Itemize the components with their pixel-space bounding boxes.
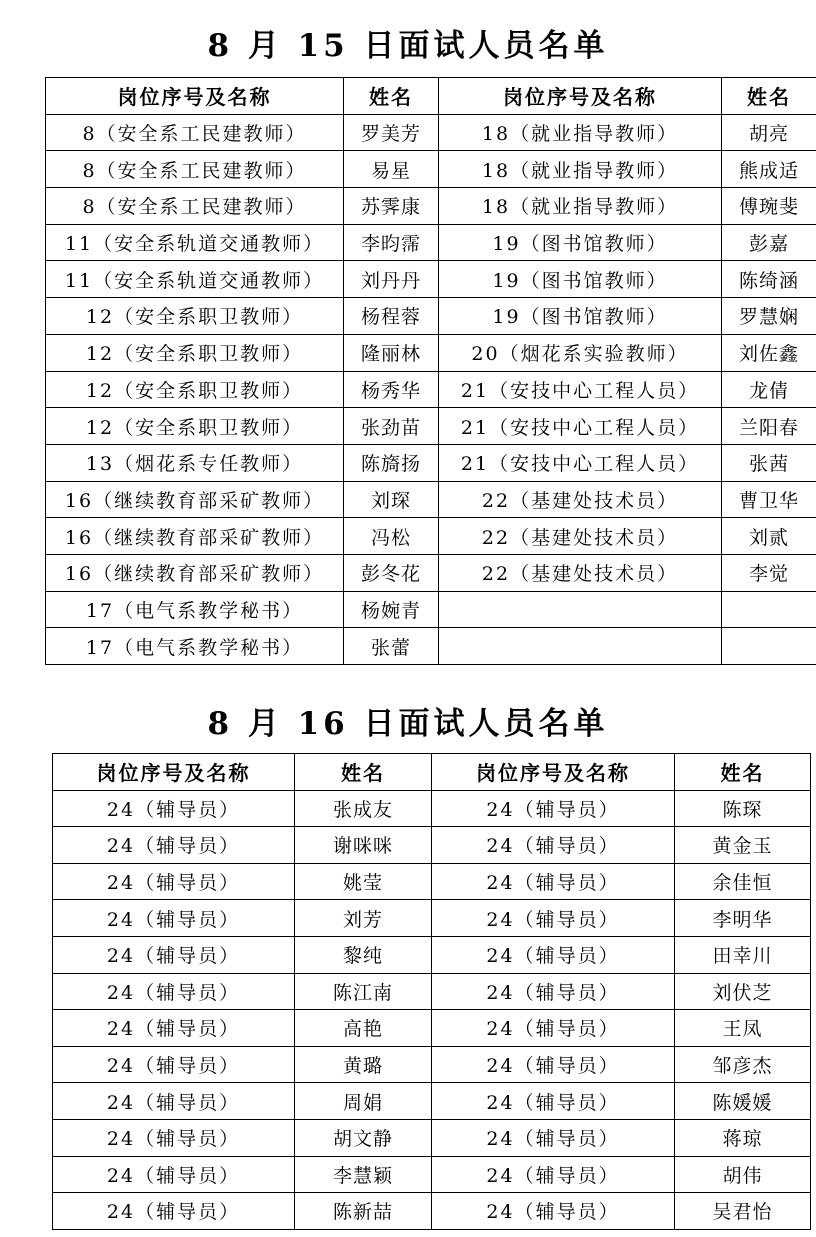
candidate-name-cell: 张劲苗	[344, 408, 439, 445]
table-row	[53, 1083, 811, 1120]
position-cell: 18（就业指导教师）	[439, 114, 722, 151]
candidate-name-cell: 陈绮涵	[722, 261, 816, 298]
position-cell: 12（安全系职卫教师）	[46, 371, 344, 408]
table-row	[46, 371, 816, 408]
candidate-name-cell: 李昀霈	[344, 224, 439, 261]
table-row	[46, 518, 816, 555]
position-cell: 24（辅导员）	[432, 900, 675, 937]
table-row	[53, 1193, 811, 1230]
position-cell: 19（图书馆教师）	[439, 298, 722, 335]
header-position: 岗位序号及名称	[53, 754, 295, 791]
position-cell: 11（安全系轨道交通教师）	[46, 261, 344, 298]
position-cell	[439, 628, 722, 665]
position-cell: 24（辅导员）	[432, 863, 675, 900]
candidate-name-cell: 彭冬花	[344, 554, 439, 591]
position-cell: 8（安全系工民建教师）	[46, 188, 344, 225]
position-cell: 24（辅导员）	[53, 827, 295, 864]
candidate-name-cell: 冯松	[344, 518, 439, 555]
header-position: 岗位序号及名称	[439, 78, 722, 115]
position-cell: 21（安技中心工程人员）	[439, 371, 722, 408]
candidate-name-cell: 刘琛	[344, 481, 439, 518]
position-cell: 8（安全系工民建教师）	[46, 151, 344, 188]
candidate-name-cell: 黄金玉	[675, 827, 811, 864]
candidate-name-cell: 刘佐鑫	[722, 334, 816, 371]
table-row	[46, 334, 816, 371]
candidate-name-cell: 胡亮	[722, 114, 816, 151]
position-cell: 24（辅导员）	[53, 1193, 295, 1230]
candidate-name-cell: 张成友	[295, 790, 432, 827]
table-row	[46, 151, 816, 188]
table-row	[46, 591, 816, 628]
header-position: 岗位序号及名称	[46, 78, 344, 115]
table-row	[46, 114, 816, 151]
candidate-name-cell: 熊成适	[722, 151, 816, 188]
candidate-name-cell: 张茜	[722, 444, 816, 481]
table-body	[53, 790, 811, 1229]
table-row	[46, 224, 816, 261]
table-row	[53, 900, 811, 937]
position-cell: 24（辅导员）	[432, 1010, 675, 1047]
candidate-name-cell: 邹彦杰	[675, 1046, 811, 1083]
position-cell: 20（烟花系实验教师）	[439, 334, 722, 371]
interview-table-aug-16	[52, 753, 811, 1230]
position-cell: 24（辅导员）	[432, 1193, 675, 1230]
position-cell: 21（安技中心工程人员）	[439, 444, 722, 481]
candidate-name-cell: 李明华	[675, 900, 811, 937]
header-name: 姓名	[722, 78, 816, 115]
candidate-name-cell	[722, 628, 816, 665]
position-cell: 19（图书馆教师）	[439, 261, 722, 298]
candidate-name-cell: 傅琬斐	[722, 188, 816, 225]
candidate-name-cell: 周娟	[295, 1083, 432, 1120]
candidate-name-cell: 刘丹丹	[344, 261, 439, 298]
position-cell: 24（辅导员）	[432, 827, 675, 864]
candidate-name-cell: 刘贰	[722, 518, 816, 555]
position-cell: 24（辅导员）	[53, 1156, 295, 1193]
table-row	[46, 261, 816, 298]
table-row	[53, 1119, 811, 1156]
position-cell: 13（烟花系专任教师）	[46, 444, 344, 481]
page-title-aug-15: 8 月 15 日面试人员名单	[207, 28, 609, 64]
table-row	[53, 863, 811, 900]
position-cell: 21（安技中心工程人员）	[439, 408, 722, 445]
position-cell: 24（辅导员）	[53, 1010, 295, 1047]
candidate-name-cell: 苏霁康	[344, 188, 439, 225]
candidate-name-cell: 余佳恒	[675, 863, 811, 900]
candidate-name-cell: 李觉	[722, 554, 816, 591]
candidate-name-cell: 隆丽林	[344, 334, 439, 371]
candidate-name-cell: 胡伟	[675, 1156, 811, 1193]
candidate-name-cell: 刘芳	[295, 900, 432, 937]
candidate-name-cell: 罗美芳	[344, 114, 439, 151]
candidate-name-cell: 彭嘉	[722, 224, 816, 261]
table-row	[53, 1010, 811, 1047]
candidate-name-cell: 刘伏芝	[675, 973, 811, 1010]
position-cell: 22（基建处技术员）	[439, 481, 722, 518]
candidate-name-cell: 杨秀华	[344, 371, 439, 408]
position-cell: 24（辅导员）	[53, 1046, 295, 1083]
candidate-name-cell: 谢咪咪	[295, 827, 432, 864]
position-cell: 24（辅导员）	[53, 973, 295, 1010]
position-cell: 24（辅导员）	[53, 1119, 295, 1156]
position-cell: 12（安全系职卫教师）	[46, 298, 344, 335]
position-cell: 8（安全系工民建教师）	[46, 114, 344, 151]
table-row	[53, 973, 811, 1010]
position-cell: 24（辅导员）	[53, 790, 295, 827]
candidate-name-cell: 陈琛	[675, 790, 811, 827]
position-cell: 24（辅导员）	[53, 936, 295, 973]
candidate-name-cell: 龙倩	[722, 371, 816, 408]
candidate-name-cell: 张蕾	[344, 628, 439, 665]
candidate-name-cell: 高艳	[295, 1010, 432, 1047]
position-cell: 16（继续教育部采矿教师）	[46, 518, 344, 555]
table-row	[46, 298, 816, 335]
table-row	[53, 936, 811, 973]
candidate-name-cell: 曹卫华	[722, 481, 816, 518]
position-cell: 24（辅导员）	[53, 863, 295, 900]
candidate-name-cell: 胡文静	[295, 1119, 432, 1156]
candidate-name-cell: 陈媛媛	[675, 1083, 811, 1120]
candidate-name-cell: 杨程蓉	[344, 298, 439, 335]
candidate-name-cell: 蒋琼	[675, 1119, 811, 1156]
table-row	[53, 827, 811, 864]
candidate-name-cell: 王凤	[675, 1010, 811, 1047]
candidate-name-cell: 陈旖扬	[344, 444, 439, 481]
position-cell: 24（辅导员）	[432, 790, 675, 827]
candidate-name-cell: 陈江南	[295, 973, 432, 1010]
position-cell: 22（基建处技术员）	[439, 518, 722, 555]
table-header-row	[53, 754, 811, 791]
header-name: 姓名	[675, 754, 811, 791]
header-name: 姓名	[344, 78, 439, 115]
table-row	[46, 481, 816, 518]
position-cell: 24（辅导员）	[53, 900, 295, 937]
candidate-name-cell: 易星	[344, 151, 439, 188]
table-row	[53, 1156, 811, 1193]
table-row	[46, 444, 816, 481]
position-cell: 24（辅导员）	[432, 1046, 675, 1083]
candidate-name-cell	[722, 591, 816, 628]
candidate-name-cell: 田幸川	[675, 936, 811, 973]
table-header-row	[46, 78, 816, 115]
position-cell: 24（辅导员）	[432, 1156, 675, 1193]
page-title-aug-16: 8 月 16 日面试人员名单	[207, 706, 609, 742]
position-cell: 17（电气系教学秘书）	[46, 591, 344, 628]
candidate-name-cell: 吴君怡	[675, 1193, 811, 1230]
position-cell: 12（安全系职卫教师）	[46, 334, 344, 371]
table-body	[46, 114, 816, 664]
position-cell: 22（基建处技术员）	[439, 554, 722, 591]
table-row	[46, 188, 816, 225]
interview-table-aug-15	[45, 77, 816, 665]
candidate-name-cell: 兰阳春	[722, 408, 816, 445]
table-row	[46, 554, 816, 591]
position-cell: 24（辅导员）	[53, 1083, 295, 1120]
header-position: 岗位序号及名称	[432, 754, 675, 791]
candidate-name-cell: 陈新喆	[295, 1193, 432, 1230]
position-cell: 18（就业指导教师）	[439, 151, 722, 188]
position-cell: 16（继续教育部采矿教师）	[46, 481, 344, 518]
header-name: 姓名	[295, 754, 432, 791]
position-cell: 19（图书馆教师）	[439, 224, 722, 261]
candidate-name-cell: 李慧颖	[295, 1156, 432, 1193]
position-cell: 24（辅导员）	[432, 1083, 675, 1120]
position-cell: 24（辅导员）	[432, 1119, 675, 1156]
position-cell: 18（就业指导教师）	[439, 188, 722, 225]
position-cell: 16（继续教育部采矿教师）	[46, 554, 344, 591]
position-cell: 12（安全系职卫教师）	[46, 408, 344, 445]
table-row	[53, 1046, 811, 1083]
position-cell: 24（辅导员）	[432, 973, 675, 1010]
position-cell: 11（安全系轨道交通教师）	[46, 224, 344, 261]
candidate-name-cell: 黎纯	[295, 936, 432, 973]
candidate-name-cell: 姚莹	[295, 863, 432, 900]
table-row	[46, 408, 816, 445]
table-row	[46, 628, 816, 665]
candidate-name-cell: 杨婉青	[344, 591, 439, 628]
candidate-name-cell: 黄璐	[295, 1046, 432, 1083]
position-cell: 24（辅导员）	[432, 936, 675, 973]
candidate-name-cell: 罗慧娴	[722, 298, 816, 335]
position-cell: 17（电气系教学秘书）	[46, 628, 344, 665]
position-cell	[439, 591, 722, 628]
table-row	[53, 790, 811, 827]
